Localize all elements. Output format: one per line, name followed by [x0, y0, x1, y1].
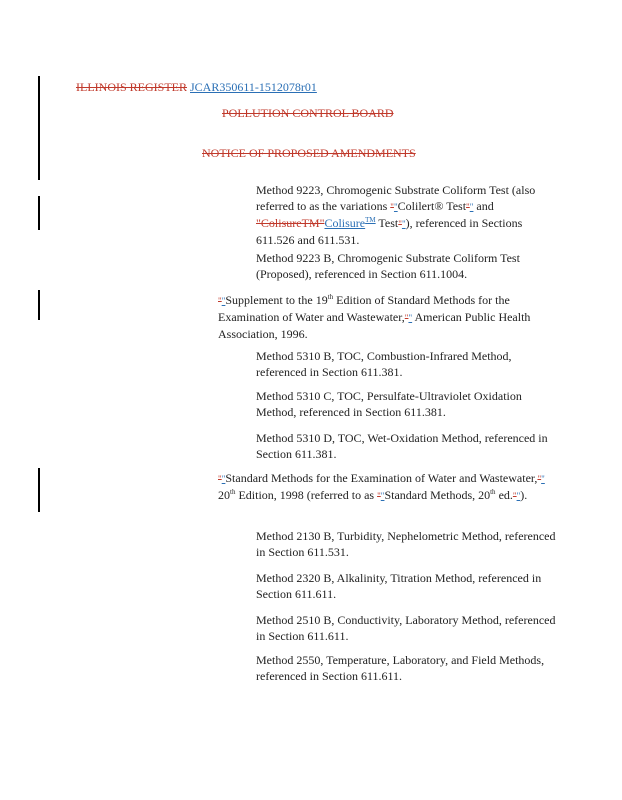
entry-method-5310c: Method 5310 C, TOC, Persulfate-Ultraviolet Oxidation Method, referenced in Section 611.381. [256, 389, 522, 419]
register-line [76, 80, 317, 95]
entry-standard-methods-20th: ""Standard Methods for the Examination of Water and Wastewater,"" 20th Edition, 1998 (referred to as ""Standard Methods, 20th ed.""). [218, 471, 545, 502]
change-bar [38, 196, 40, 230]
entry-supplement-19th: ""Supplement to the 19th Edition of Standard Methods for the Examination of Water and Wastewater,"" American Public Health Association, 1996. [218, 293, 531, 341]
board-title: POLLUTION CONTROL BOARD [222, 106, 394, 120]
entry-method-2510b: Method 2510 B, Conductivity, Laboratory Method, referenced in Section 611.611. [256, 613, 556, 643]
change-bar [38, 76, 40, 180]
entry-method-2130b: Method 2130 B, Turbidity, Nephelometric Method, referenced in Section 611.531. [256, 529, 556, 559]
register-deleted: ILLINOIS REGISTER [76, 80, 187, 94]
entry-method-2320b: Method 2320 B, Alkalinity, Titration Method, referenced in Section 611.611. [256, 571, 542, 601]
entry-method-2550: Method 2550, Temperature, Laboratory, and Field Methods, referenced in Section 611.611. [256, 653, 545, 683]
entry-method-5310d: Method 5310 D, TOC, Wet-Oxidation Method, referenced in Section 611.381. [256, 431, 548, 461]
change-bar [38, 290, 40, 320]
register-inserted: JCAR350611-1512078r01 [190, 80, 317, 94]
entry-method-9223b: Method 9223 B, Chromogenic Substrate Coliform Test (Proposed), referenced in Section 611.1004. [256, 251, 520, 281]
notice-title: NOTICE OF PROPOSED AMENDMENTS [202, 146, 416, 160]
entry-method-5310b: Method 5310 B, TOC, Combustion-Infrared Method, referenced in Section 611.381. [256, 349, 512, 379]
entry-method-9223: Method 9223, Chromogenic Substrate Coliform Test (also referred to as the variations ""Colilert® Test"" and "ColisureTM"Colisure™ Test""), referenced in Sections 611.526 and 611.531. [256, 183, 536, 247]
change-bar [38, 468, 40, 512]
